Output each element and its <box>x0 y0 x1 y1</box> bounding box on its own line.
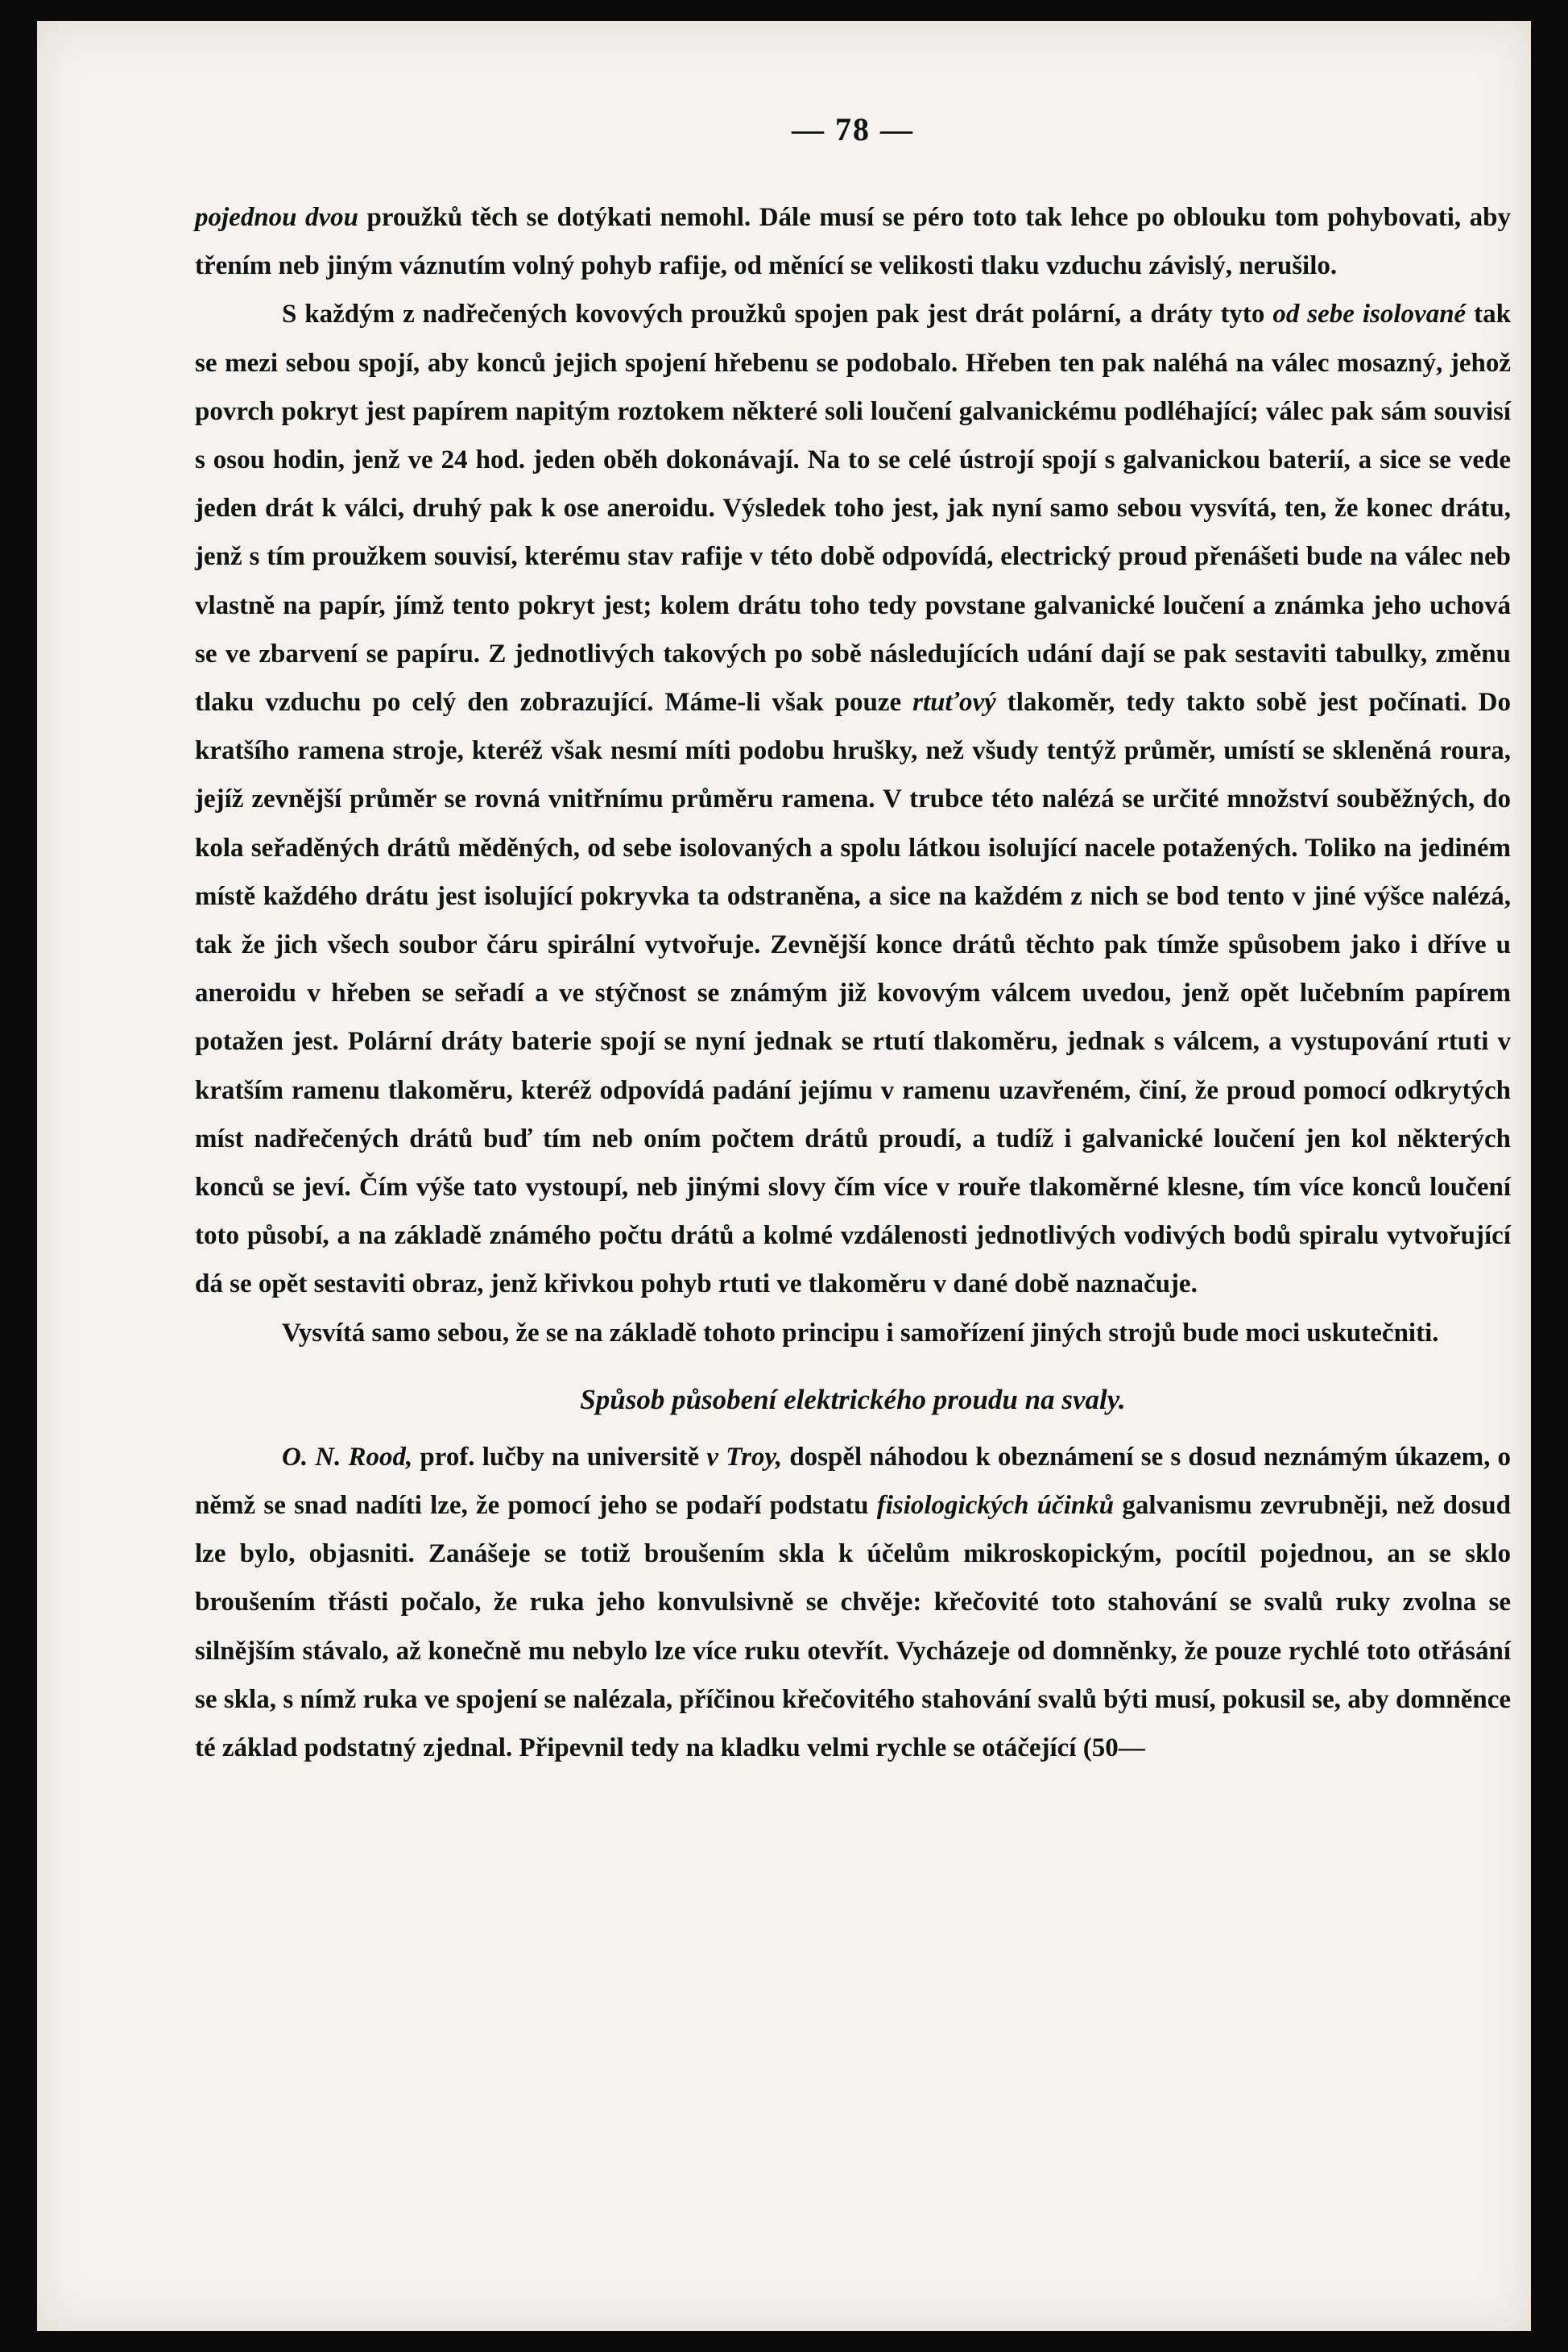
body-text-top <box>195 193 1511 1357</box>
italic-text: fisiologických účinků <box>876 1491 1115 1521</box>
italic-text: v Troy, <box>706 1442 783 1472</box>
text-run: tlakoměr, tedy takto sobě jest počínati. Do kratšího ramena stroje, kteréž však nesmí míti podobu hrušky, než všudy tentýž průměr, umístí se skleněná roura, jejíž zevnější průměr se rovná vnitřnímu průměru ramena. V trubce této nalézá se určité množství souběžných, do kola seřaděných drátů měděných, od sebe isolovaných a spolu látkou isolující nacele potažených. Toliko na jediném místě každého drátu jest isolující pokryvka ta odstraněna, a sice na každém z nich se bod tento v jiné výšce nalézá, tak že jich všech soubor čáru spirální vytvořuje. Zevnější konce drátů těchto pak tímže spůsobem jako i dříve u aneroidu v hřeben se seřadí a ve stýčnost se známým již kovovým válcem uvedou, jenž opět lučebním papírem potažen jest. Polární dráty baterie spojí se nyní jednak se rtutí tlakoměru, jednak s válcem, a vystupování rtuti v kratším ramenu tlakoměru, kteréž odpovídá padání jejímu v ramenu uzavřeném, činí, že proud pomocí odkrytých míst nadřečených drátů buď tím neb oním počtem drátů proudí, a tudíž i galvanické loučení jen kol některých konců se jeví. Čím výše tato vystoupí, neb jinými slovy čím více v rouře tlakoměrné klesne, tím více konců loučení toto působí, a na základě známého počtu drátů a kolmé vzdálenosti jednotlivých vodivých bodů spiralu vytvořující dá se opět sestaviti obraz, jenž křivkou pohyb rtuti ve tlakoměru v dané době naznačuje. <box>195 688 1512 1299</box>
text-run: prof. lučby na universitě <box>412 1442 707 1472</box>
paragraph <box>195 1309 1511 1357</box>
body-text-bottom <box>195 1433 1511 1772</box>
text-run: galvanismu zevrubněji, než dosud lze bylo, objasniti. Zanášeje se totiž broušením skla k účelům mikroskopickým, pocítil pojednou, an se sklo broušením třásti počalo, že ruka jeho konvulsivně se chvěje: křečovité toto stahování se svalů ruky zvolna se silnějším stávalo, až konečně mu nebylo lze více ruku otevřít. Vycházeje od domněnky, že pouze rychlé toto otřásání se skla, s nímž ruka ve spojení se nalézala, příčinou křečovitého stahování svalů býti musí, pokusil se, aby domněnce té základ podstatný zjednal. Připevnil tedy na kladku velmi rychle se otáčející (50— <box>195 1491 1511 1763</box>
text-run: dospěl náhodou k obeznámení se s dosud neznámým úkazem, o němž se snad nadíti lze, že pomocí jeho se podaří podstatu <box>195 1442 1511 1521</box>
paragraph <box>195 193 1511 290</box>
text-run: tak se mezi sebou spojí, aby konců jejich spojení hřebenu se podobalo. Hřeben ten pak naléhá na válec mosazný, jehož povrch pokryt jest papírem napitým roztokem některé soli loučení galvanickému podléhající; válec pak sám souvisí s osou hodin, jenž ve 24 hod. jeden oběh dokonávají. Na to se celé ústrojí spojí s galvanickou baterií, a sice se vede jeden drát k válci, druhý pak k ose aneroidu. Výsledek toho jest, jak nyní samo sebou vysvítá, ten, že konec drátu, jenž s tím proužkem souvisí, kterému stav rafije v této době odpovídá, electrický proud přenášeti bude na válec neb vlastně na papír, jímž tento pokryt jest; kolem drátu toho tedy povstane galvanické loučení a známka jeho uchová se ve zbarvení se papíru. Z jednotlivých takových po sobě následujících udání dají se pak sestaviti tabulky, změnu tlaku vzduchu po celý den zobrazující. Máme-li však pouze <box>195 300 1511 718</box>
italic-text: O. N. Rood, <box>282 1442 413 1472</box>
italic-text: rtuťový <box>912 688 996 718</box>
page-content <box>195 110 1511 1772</box>
page-number: — 78 — <box>792 111 914 147</box>
italic-text: od sebe isolované <box>1272 300 1467 329</box>
paragraph <box>195 1433 1511 1772</box>
italic-text: pojednou dvou <box>195 203 358 232</box>
section-heading: Spůsob působení elektrického proudu na svaly. <box>580 1383 1126 1415</box>
text-run: S každým z nadřečených kovových proužků spojen pak jest drát polární, a dráty tyto <box>282 300 1273 329</box>
text-run: Vysvítá samo sebou, že se na základě tohoto principu i samořízení jiných strojů bude moci uskutečniti. <box>282 1318 1439 1348</box>
text-run: proužků těch se dotýkati nemohl. Dále musí se péro toto tak lehce po oblouku tom pohybovati, aby třením neb jiným váznutím volný pohyb rafije, od měnící se velikosti tlaku vzduchu závislý, nerušilo. <box>195 203 1511 281</box>
book-page <box>37 21 1531 2331</box>
paragraph <box>195 290 1511 1308</box>
